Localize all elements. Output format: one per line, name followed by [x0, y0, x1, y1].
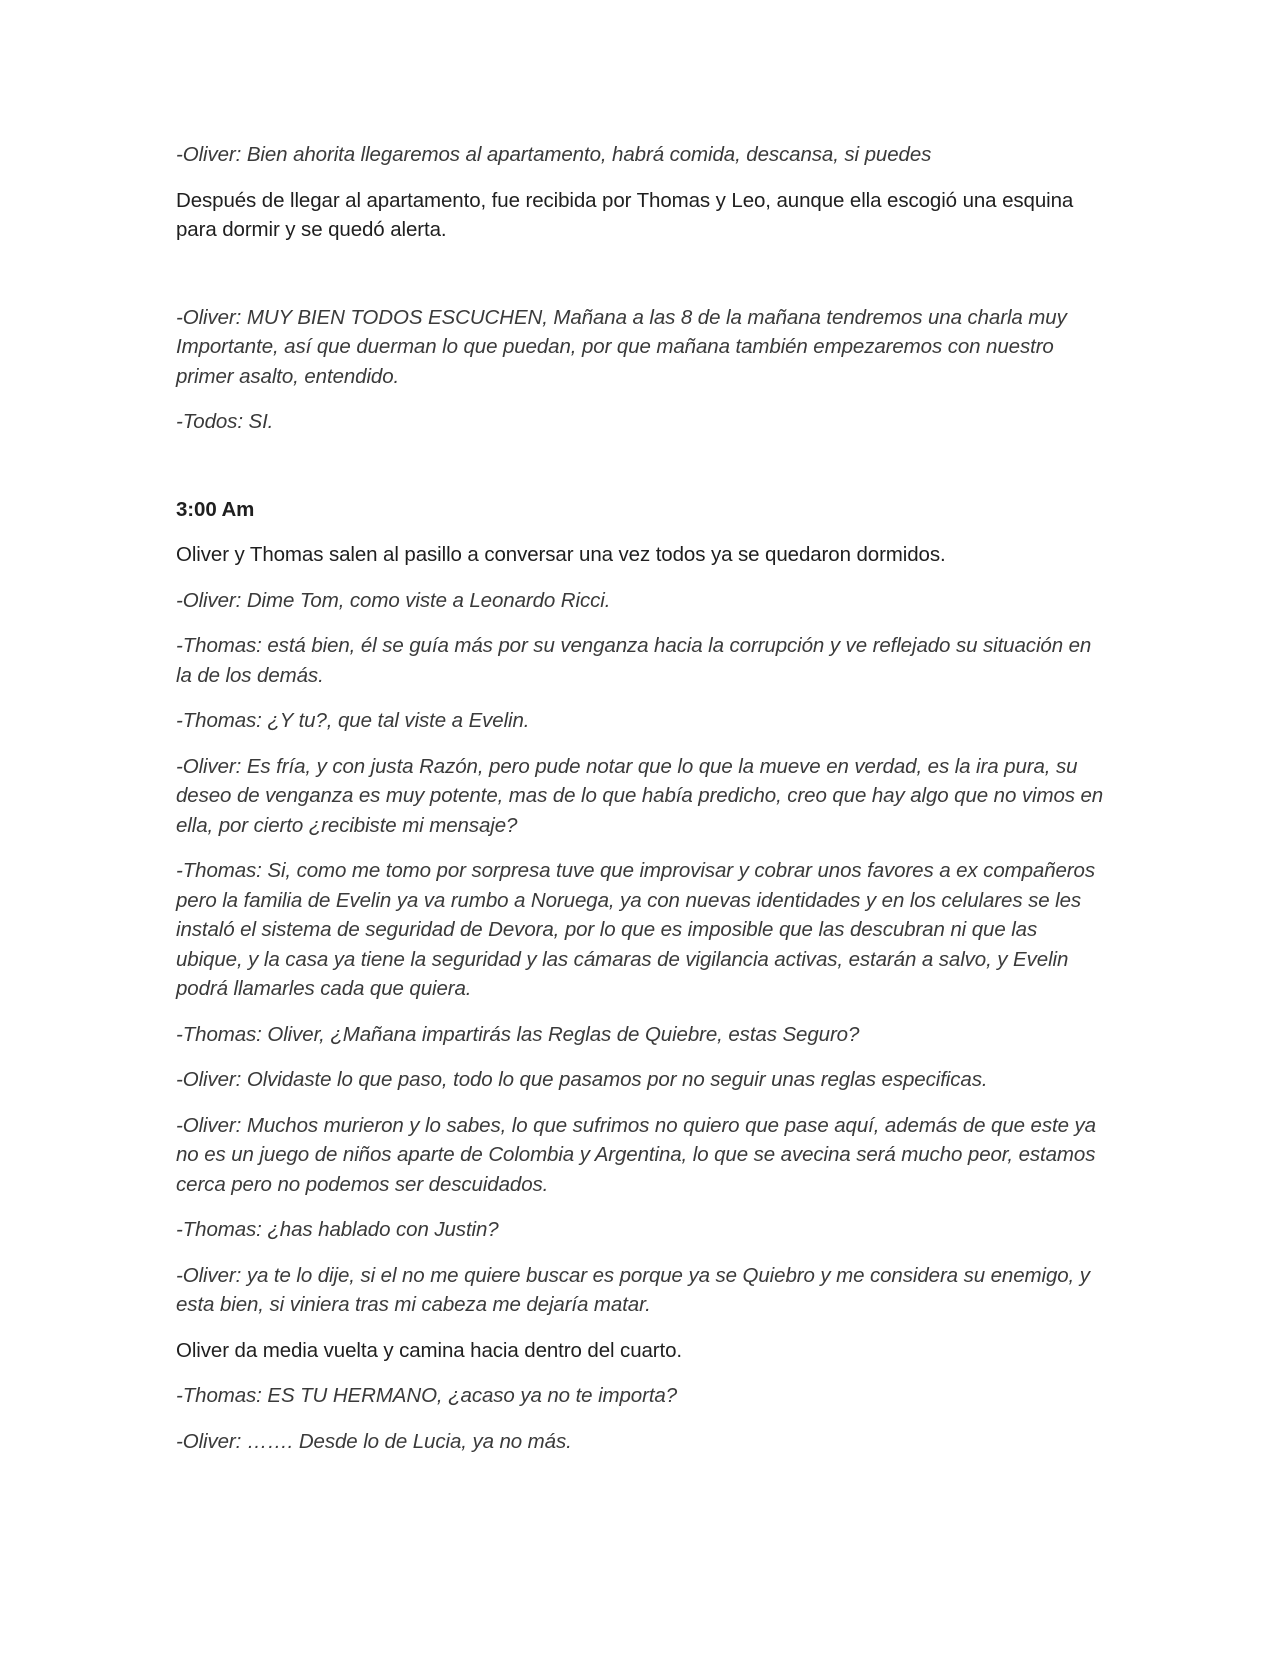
dialog-line: -Oliver: Bien ahorita llegaremos al apartamento, habrá comida, descansa, si puedes	[176, 143, 932, 166]
dialog-line: -Thomas: ES TU HERMANO, ¿acaso ya no te importa?	[176, 1384, 678, 1407]
dialog-line: -Thomas: ¿Y tu?, que tal viste a Evelin.	[176, 709, 530, 732]
dialog-line: -Oliver: Dime Tom, como viste a Leonardo Ricci.	[176, 588, 611, 612]
dialog-line: -Thomas: está bien, él se guía más por su venganza hacia la corrupción y ve reflejado su situación en la de los demás.	[176, 634, 1092, 687]
dialog-line: -Oliver: ya te lo dije, si el no me quiere buscar es porque ya se Quiebro y me considera su enemigo, y esta bien, si viniera tras mi cabeza me dejaría matar.	[176, 1263, 1090, 1316]
dialog-line: -Thomas: Si, como me tomo por sorpresa tuve que improvisar y cobrar unos favores a ex compañeros pero la familia de Evelin ya va rumbo a Noruega, ya con nuevas identidades y en los celulares se les instaló el sistema de seguridad de Devora, por lo que es imposible que las descubran ni que las ubique, y la casa ya tiene la seguridad y las cámaras de vigilancia activas, estarán a salvo, y Evelin podrá llamarles cada que quiera.	[176, 859, 1095, 1000]
dialog-line: -Oliver: MUY BIEN TODOS ESCUCHEN, Mañana a las 8 de la mañana tendremos una charla muy Importante, así que duerman lo que puedan, por que mañana también empezaremos con nuestro primer asalto, entendido.	[176, 305, 1067, 388]
narration-paragraph: Después de llegar al apartamento, fue recibida por Thomas y Leo, aunque ella escogió una esquina para dormir y se quedó alerta.	[176, 188, 1074, 241]
narration-paragraph: Oliver y Thomas salen al pasillo a conversar una vez todos ya se quedaron dormidos.	[176, 543, 946, 566]
dialog-line: -Oliver: Muchos murieron y lo sabes, lo que sufrimos no quiero que pase aquí, además de que este ya no es un juego de niños aparte de Colombia y Argentina, lo que se avecina será mucho peor, estamos cerca pero no podemos ser descuidados.	[176, 1113, 1096, 1196]
document-page	[176, 140, 1106, 1472]
narration-paragraph: Oliver da media vuelta y camina hacia dentro del cuarto.	[176, 1338, 683, 1362]
dialog-line: -Oliver: Es fría, y con justa Razón, pero pude notar que lo que la mueve en verdad, es la ira pura, su deseo de venganza es muy potente, mas de lo que había predicho, creo que hay algo que no vimos en ella, por cierto ¿recibiste mi mensaje?	[176, 754, 1104, 837]
dialog-line: -Thomas: Oliver, ¿Mañana impartirás las Reglas de Quiebre, estas Seguro?	[176, 1022, 860, 1046]
dialog-line: -Oliver: Olvidaste lo que paso, todo lo que pasamos por no seguir unas reglas especificas.	[176, 1068, 988, 1091]
dialog-line: -Thomas: ¿has hablado con Justin?	[176, 1218, 499, 1241]
time-heading: 3:00 Am	[176, 497, 255, 521]
dialog-line: -Oliver: ……. Desde lo de Lucia, ya no más.	[176, 1429, 572, 1453]
dialog-line: -Todos: SI.	[176, 410, 274, 433]
